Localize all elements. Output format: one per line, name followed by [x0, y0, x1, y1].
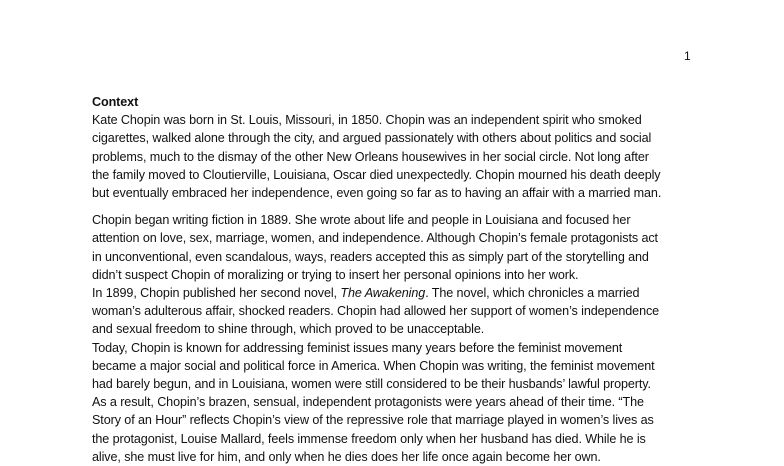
novel-title: The Awakening	[340, 286, 426, 301]
text-line: problems, much to the dismay of the other New Orleans housewives in her social circle. Not long after	[92, 149, 649, 164]
text-line: cigarettes, walked alone through the city, and argued passionately with others about politics and social	[92, 131, 652, 146]
paragraph-3	[92, 284, 732, 339]
text-line: the family moved to Cloutierville, Louisiana, Oscar died unexpectedly. Chopin mourned his death deeply	[92, 167, 661, 182]
text-line: the protagonist, Louise Mallard, feels immense freedom only when her husband has died. While he is	[92, 431, 646, 446]
text-line	[92, 284, 732, 302]
text-line: Chopin began writing fiction in 1889. She wrote about life and people in Louisiana and focused her	[92, 213, 631, 228]
text-line: woman’s adulterous affair, shocked readers. Chopin had allowed her support of women’s independence	[92, 304, 660, 319]
text-segment: . The novel, which chronicles a married	[425, 286, 640, 301]
text-line: became a major social and political force in America. When Chopin was writing, the feminist movement	[92, 358, 655, 373]
page-number: 1	[684, 49, 691, 63]
text-line: Story of an Hour” reflects Chopin’s view of the repressive role that marriage played in women’s lives as	[92, 413, 654, 428]
text-segment: In 1899, Chopin published her second novel,	[92, 286, 341, 301]
text-line: As a result, Chopin’s brazen, sensual, independent protagonists were years ahead of their time. “The	[92, 395, 644, 410]
text-line: but eventually embraced her independence, even going so far as to having an affair with a married man.	[92, 186, 662, 201]
text-line: attention on love, sex, marriage, women, and independence. Although Chopin’s female protagonists act	[92, 231, 658, 246]
text-line: didn’t suspect Chopin of moralizing or trying to insert her personal opinions into her work.	[92, 267, 579, 282]
paragraph-2	[92, 211, 732, 284]
document-body	[92, 93, 732, 466]
paragraph-4	[92, 339, 732, 466]
text-line: Today, Chopin is known for addressing feminist issues many years before the feminist movement	[92, 340, 623, 355]
text-line: and sexual freedom to shine through, which proved to be unacceptable.	[92, 322, 485, 337]
section-heading: Context	[92, 95, 139, 109]
text-line: alive, she must live for him, and only when he dies does her life once again become her own.	[92, 449, 601, 464]
text-line: Kate Chopin was born in St. Louis, Missouri, in 1850. Chopin was an independent spirit who smoked	[92, 113, 642, 128]
text-line: in unconventional, even scandalous, ways, readers accepted this as simply part of the storytelling and	[92, 249, 649, 264]
paragraph-1	[92, 111, 732, 202]
text-line: had barely begun, and in Louisiana, women were still considered to be their husbands’ lawful property.	[92, 377, 651, 392]
